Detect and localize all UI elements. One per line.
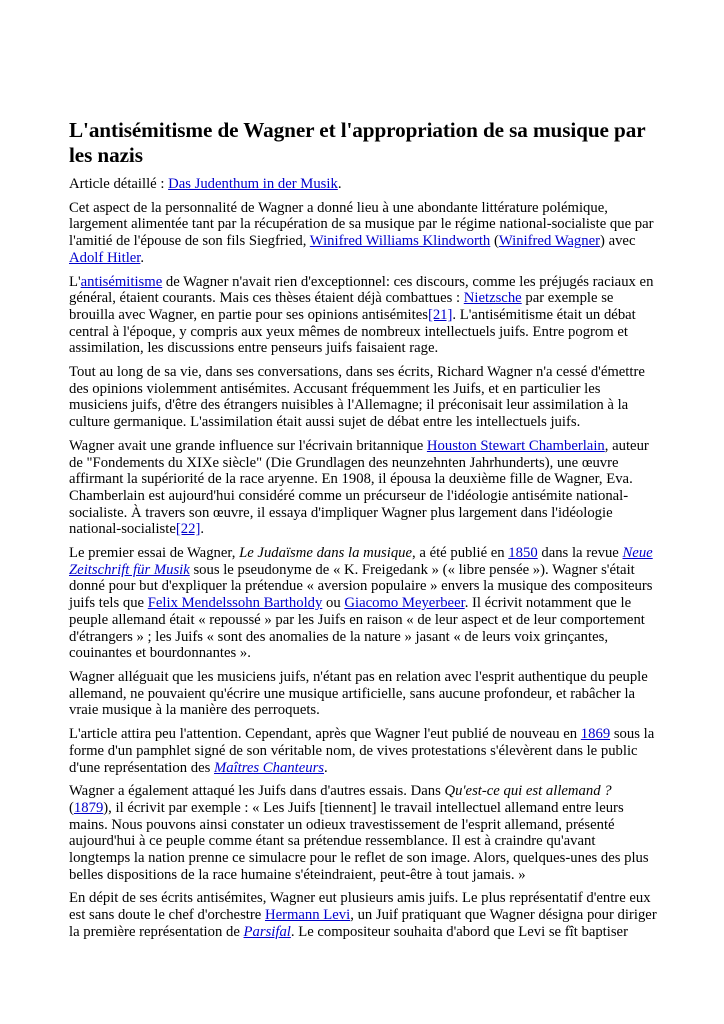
link-winifred-williams-klindworth[interactable]: Winifred Williams Klindworth bbox=[309, 233, 491, 250]
italic-title-judaisme: Le Judaïsme dans la musique bbox=[239, 545, 413, 562]
link-neue-zeitschrift[interactable]: Neue Zeitschrift für Musik bbox=[69, 545, 653, 578]
link-maitres-chanteurs[interactable]: Maîtres Chanteurs bbox=[213, 759, 325, 776]
article bbox=[69, 118, 657, 948]
link-felix-mendelssohn[interactable]: Felix Mendelssohn Bartholdy bbox=[147, 595, 323, 612]
link-nietzsche[interactable]: Nietzsche bbox=[463, 290, 522, 307]
footnote-22[interactable]: [22] bbox=[175, 521, 201, 538]
paragraph-6: Wagner alléguait que les musiciens juifs, n'étant pas en relation avec l'esprit authentique du peuple allemand, ne pouvaient qu'écrire une musique artificielle, sans aucune profondeur, et rabâcher la vraie musique à la manière des perroquets. bbox=[69, 668, 648, 719]
detail-line: Article détaillé : Das Judenthum in der Musik. bbox=[69, 176, 342, 192]
link-1879[interactable]: 1879 bbox=[73, 799, 104, 816]
paragraph-1: Cet aspect de la personnalité de Wagner a donné lieu à une abondante littérature polémique, largement alimentée tant par la récupération de sa musique par le régime national-socialiste que par l'amitié de l'épouse de son fils Siegfried, Winifred Williams Klindworth (Winifred Wagner) avec Adolf Hitler. bbox=[69, 199, 654, 266]
link-hermann-levi[interactable]: Hermann Levi bbox=[264, 907, 351, 924]
link-adolf-hitler[interactable]: Adolf Hitler bbox=[69, 249, 141, 266]
italic-title-allemand: Qu'est-ce qui est allemand ? bbox=[444, 783, 612, 800]
link-houston-stewart-chamberlain[interactable]: Houston Stewart Chamberlain bbox=[426, 437, 605, 454]
page-title: L'antisémitisme de Wagner et l'appropriation de sa musique par les nazis bbox=[69, 118, 646, 167]
paragraph-7: L'article attira peu l'attention. Cependant, après que Wagner l'eut publié de nouveau en 1869 sous la forme d'un pamphlet signé de son véritable nom, de vives protestations s'élevèrent dans le public d'une représentation des Maîtres Chanteurs. bbox=[69, 726, 655, 776]
paragraph-9: En dépit de ses écrits antisémites, Wagner eut plusieurs amis juifs. Le plus représentatif d'entre eux est sans doute le chef d'orchestre Hermann Levi, un Juif pratiquant que Wagner désigna pour diriger la première représentation de Parsifal. Le compositeur souhaita d'abord que Levi se fît baptiser bbox=[69, 890, 657, 940]
paragraph-4: Wagner avait une grande influence sur l'écrivain britannique Houston Stewart Chamberlain, auteur de "Fondements du XIXe siècle" (Die Grundlagen des neunzehnten Jahrhunderts), une œuvre affirmant la supériorité de la race aryenne. En 1908, il épousa la deuxième fille de Wagner, Eva. Chamberlain est aujourd'hui considéré comme un précurseur de l'idéologie antisémite national-socialiste. À travers son œuvre, il essaya d'impliquer Wagner plus largement dans l'idéologie national-socialiste[22]. bbox=[69, 437, 649, 538]
paragraph-5: Le premier essai de Wagner, Le Judaïsme dans la musique, a été publié en 1850 dans la revue Neue Zeitschrift für Musik sous le pseudonyme de « K. Freigedank » (« libre pensée »). Wagner s'était donné pour but d'expliquer la prétendue « aversion populaire » envers la musique des compositeurs juifs tels que Felix Mendelssohn Bartholdy ou Giacomo Meyerbeer. Il écrivit notamment que le peuple allemand était « repoussé » par les Juifs en raison « de leur aspect et de leur comportement d'étrangers » ; les Juifs « sont des anomalies de la nature » jasant « de leurs voix grinçantes, couinantes et bourdonnantes ». bbox=[69, 545, 653, 662]
paragraph-3: Tout au long de sa vie, dans ses conversations, dans ses écrits, Richard Wagner n'a cessé d'émettre des opinions violemment antisémites. Accusant fréquemment les Juifs, et en particulier les musiciens juifs, d'être des étrangers nuisibles à l'Allemagne; il préconisait leur assimilation à la culture germanique. L'assimilation était aussi sujet de débat entre les intellectuels juifs. bbox=[69, 364, 645, 431]
link-1869[interactable]: 1869 bbox=[580, 726, 611, 743]
paragraph-2: L'antisémitisme de Wagner n'avait rien d'exceptionnel: ces discours, comme les préjugés raciaux en général, étaient courants. Mais ces thèses étaient déjà combattues : Nietzsche par exemple se brouilla avec Wagner, en partie pour ses opinions antisémites[21]. L'antisémitisme était un débat central à l'époque, y compris aux yeux mêmes de nombreux intellectuels juifs. Entre pogrom et assimilation, les discussions entre penseurs juifs faisaient rage. bbox=[69, 273, 654, 357]
paragraph-8: Wagner a également attaqué les Juifs dans d'autres essais. Dans Qu'est-ce qui est allemand ? (1879), il écrivit par exemple : « Les Juifs [tiennent] le travail intellectuel allemand entre leurs mains. Nous pouvons ainsi constater un odieux travestissement de l'esprit allemand, présenté aujourd'hui à ce peuple comme étant sa prétendue ressemblance. Il est à craindre qu'avant longtemps la nation prenne ce simulacre pour le reflet de son image. Alors, quelques-unes des plus belles dispositions de la race humaine s'éteindraient, peut-être à tout jamais. » bbox=[69, 783, 649, 883]
link-antisemitisme[interactable]: antisémitisme bbox=[80, 273, 163, 290]
footnote-21[interactable]: [21] bbox=[427, 306, 453, 323]
detail-label: Article détaillé : bbox=[69, 176, 169, 192]
link-das-judenthum[interactable]: Das Judenthum in der Musik bbox=[168, 176, 338, 192]
link-giacomo-meyerbeer[interactable]: Giacomo Meyerbeer bbox=[344, 595, 465, 612]
link-parsifal[interactable]: Parsifal bbox=[243, 923, 291, 940]
link-1850[interactable]: 1850 bbox=[508, 545, 538, 562]
link-winifred-wagner[interactable]: Winifred Wagner bbox=[498, 233, 600, 250]
